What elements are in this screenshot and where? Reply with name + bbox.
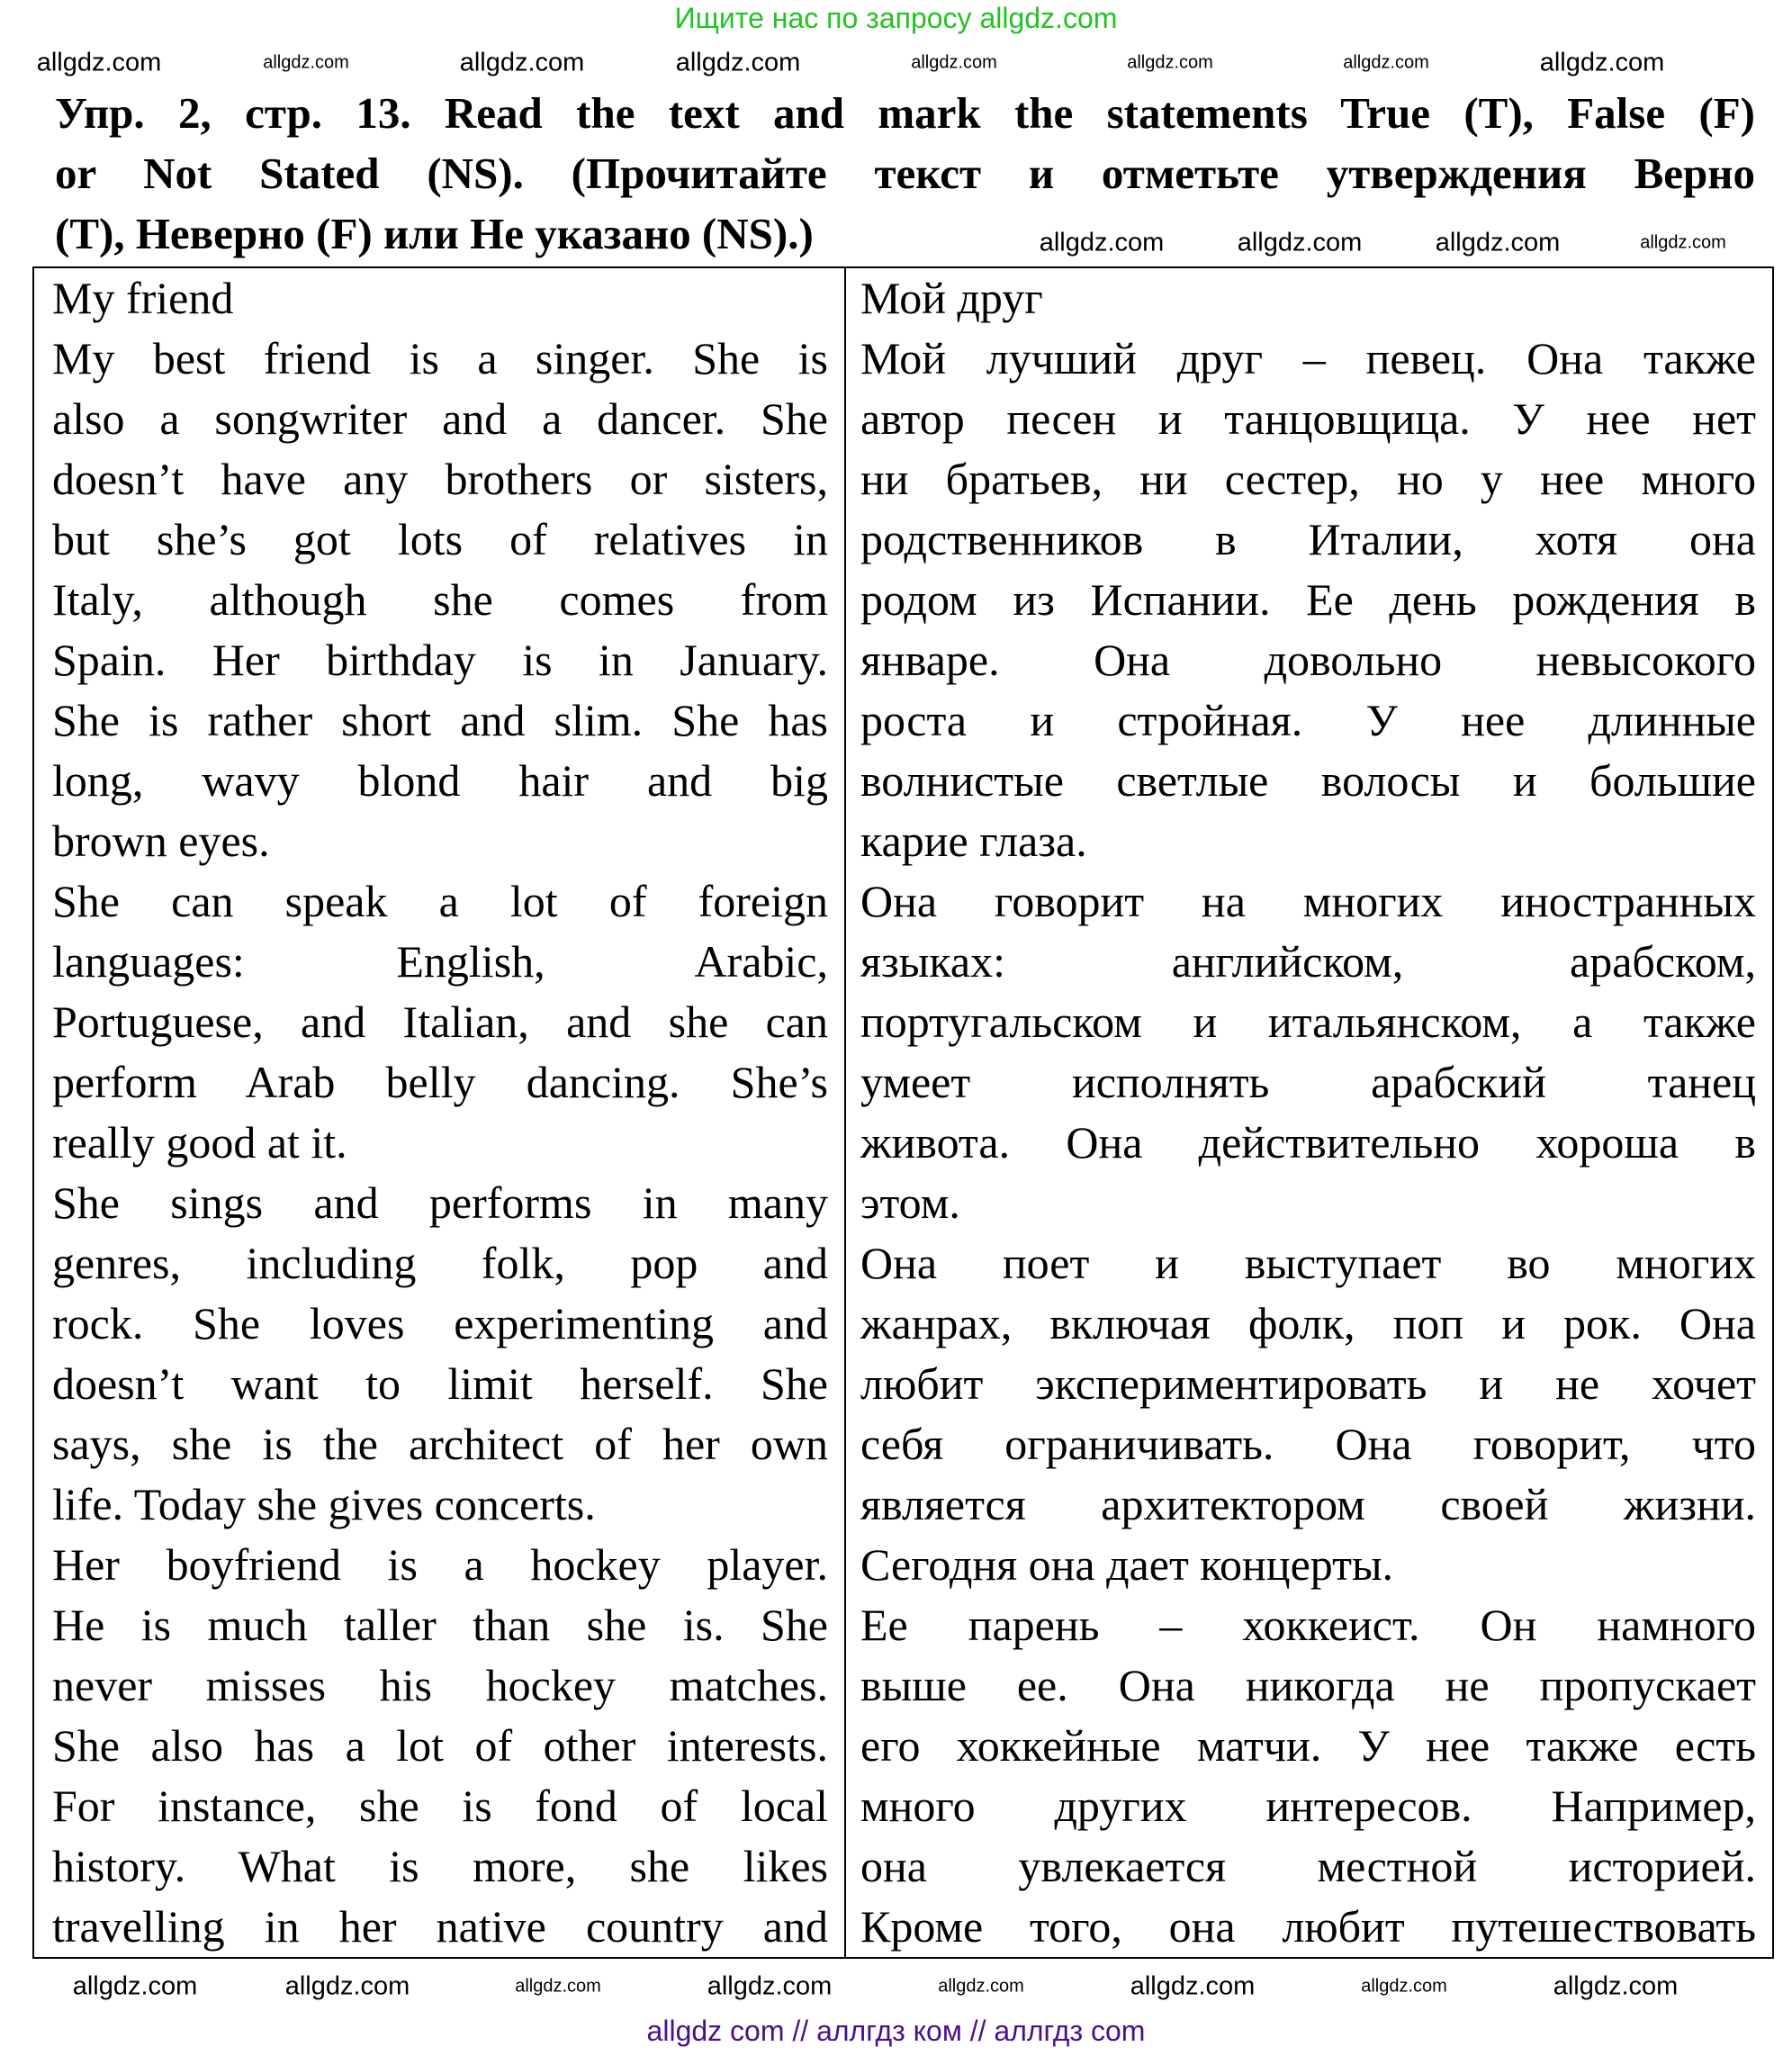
text-line: выше ее. Она никогда не пропускает <box>860 1660 1756 1710</box>
text-table <box>32 266 1774 1959</box>
russian-translation-column <box>860 268 1756 1957</box>
text-heading: My friend <box>52 273 234 323</box>
text-line: португальском и итальянском, а также <box>860 996 1756 1047</box>
text-line: languages: English, Arabic, <box>52 936 828 987</box>
text-line: doesn’t have any brothers or sisters, <box>52 454 828 504</box>
text-line: ни братьев, ни сестер, но у нее много <box>860 454 1756 504</box>
watermark: allgdz.com <box>707 1971 833 2001</box>
text-line: много других интересов. Например, <box>860 1781 1756 1831</box>
watermark: allgdz.com <box>515 1976 601 1997</box>
watermark: allgdz.com <box>1361 1976 1447 1997</box>
text-line: Her boyfriend is a hockey player. <box>52 1539 828 1590</box>
text-line: живота. Она действительно хороша в <box>860 1117 1756 1168</box>
watermark: allgdz.com <box>938 1976 1024 1997</box>
text-line: автор песен и танцовщица. У нее нет <box>860 393 1756 444</box>
text-line: She also has a lot of other interests. <box>52 1720 828 1771</box>
watermark: allgdz.com <box>675 48 801 77</box>
english-text-column <box>52 268 828 1957</box>
watermark: allgdz.com <box>459 48 585 77</box>
text-line: life. Today she gives concerts. <box>52 1479 596 1529</box>
watermark: allgdz.com <box>284 1971 410 2001</box>
text-line: карие глаза. <box>860 816 1087 866</box>
text-line: родственников в Италии, хотя она <box>860 514 1756 564</box>
text-line: волнистые светлые волосы и большие <box>860 755 1756 806</box>
text-line: really good at it. <box>52 1117 347 1168</box>
watermark: allgdz.com <box>1343 52 1429 73</box>
watermark: allgdz.com <box>1640 232 1726 253</box>
text-line: rock. She loves experimenting and <box>52 1298 828 1348</box>
text-line: роста и стройная. У нее длинные <box>860 695 1756 745</box>
text-line: long, wavy blond hair and big <box>52 755 828 806</box>
text-line: родом из Испании. Ее день рождения в <box>860 574 1756 625</box>
text-line: Italy, although she comes from <box>52 574 828 625</box>
text-heading: Мой друг <box>860 273 1043 323</box>
text-line: себя ограничивать. Она говорит, что <box>860 1419 1756 1469</box>
text-line: его хоккейные матчи. У нее также есть <box>860 1720 1756 1771</box>
text-line: языках: английском, арабском, <box>860 936 1756 987</box>
watermark: allgdz.com <box>1130 1971 1256 2001</box>
text-line: Сегодня она дает концерты. <box>860 1539 1394 1590</box>
text-line: любит экспериментировать и не хочет <box>860 1358 1756 1409</box>
text-line: Кроме того, она любит путешествовать <box>860 1901 1756 1952</box>
text-line: является архитектором своей жизни. <box>860 1479 1756 1529</box>
watermark: allgdz.com <box>1127 52 1213 73</box>
text-line: She is rather short and slim. She has <box>52 695 828 745</box>
text-line: travelling in her native country and <box>52 1901 828 1952</box>
watermark: allgdz.com <box>1539 48 1665 77</box>
text-line: She sings and performs in many <box>52 1177 828 1228</box>
watermark: allgdz.com <box>1553 1971 1679 2001</box>
text-line: Она поет и выступает во многих <box>860 1238 1756 1288</box>
text-line: Portuguese, and Italian, and she can <box>52 996 828 1047</box>
watermark: allgdz.com <box>36 48 162 77</box>
text-line: doesn’t want to limit herself. She <box>52 1358 828 1409</box>
title-line: Упр. 2, стр. 13. Read the text and mark the statements True (T), False (F) <box>55 88 1755 138</box>
text-line: она увлекается местной историей. <box>860 1841 1756 1891</box>
text-line: perform Arab belly dancing. She’s <box>52 1057 828 1107</box>
watermark: allgdz.com <box>911 52 997 73</box>
text-line: brown eyes. <box>52 816 270 866</box>
text-line: history. What is more, she likes <box>52 1841 828 1891</box>
text-line: but she’s got lots of relatives in <box>52 514 828 564</box>
text-line: Мой лучший друг – певец. Она также <box>860 333 1756 383</box>
text-line: He is much taller than she is. She <box>52 1600 828 1650</box>
text-line: умеет исполнять арабский танец <box>860 1057 1756 1107</box>
text-line: этом. <box>860 1177 960 1228</box>
text-line: She can speak a lot of foreign <box>52 876 828 926</box>
watermark: allgdz.com <box>1039 228 1165 257</box>
text-line: genres, including folk, pop and <box>52 1238 828 1288</box>
watermark: allgdz.com <box>1435 228 1561 257</box>
text-line: жанрах, включая фолк, поп и рок. Она <box>860 1298 1756 1348</box>
title-line: or Not Stated (NS). (Прочитайте текст и отметьте утверждения Верно <box>55 149 1755 198</box>
text-line: For instance, she is fond of local <box>52 1781 828 1831</box>
text-line: also a songwriter and a dancer. She <box>52 393 828 444</box>
column-divider <box>844 268 846 1957</box>
text-line: январе. Она довольно невысокого <box>860 635 1756 685</box>
watermark: allgdz.com <box>72 1971 198 2001</box>
text-line: Она говорит на многих иностранных <box>860 876 1756 926</box>
watermark: allgdz.com <box>263 52 349 73</box>
watermark: allgdz.com <box>1237 228 1363 257</box>
promo-banner-top[interactable]: Ищите нас по запросу allgdz.com <box>674 2 1118 34</box>
text-line: Ее парень – хоккеист. Он намного <box>860 1600 1756 1650</box>
text-line: Spain. Her birthday is in January. <box>52 635 828 685</box>
text-line: says, she is the architect of her own <box>52 1419 828 1469</box>
promo-banner-bottom[interactable]: allgdz com // аллгдз ком // аллгдз com <box>646 2015 1146 2047</box>
text-line: My best friend is a singer. She is <box>52 333 828 383</box>
text-line: never misses his hockey matches. <box>52 1660 828 1710</box>
title-line: (T), Неверно (F) или Не указано (NS).) <box>55 209 814 258</box>
